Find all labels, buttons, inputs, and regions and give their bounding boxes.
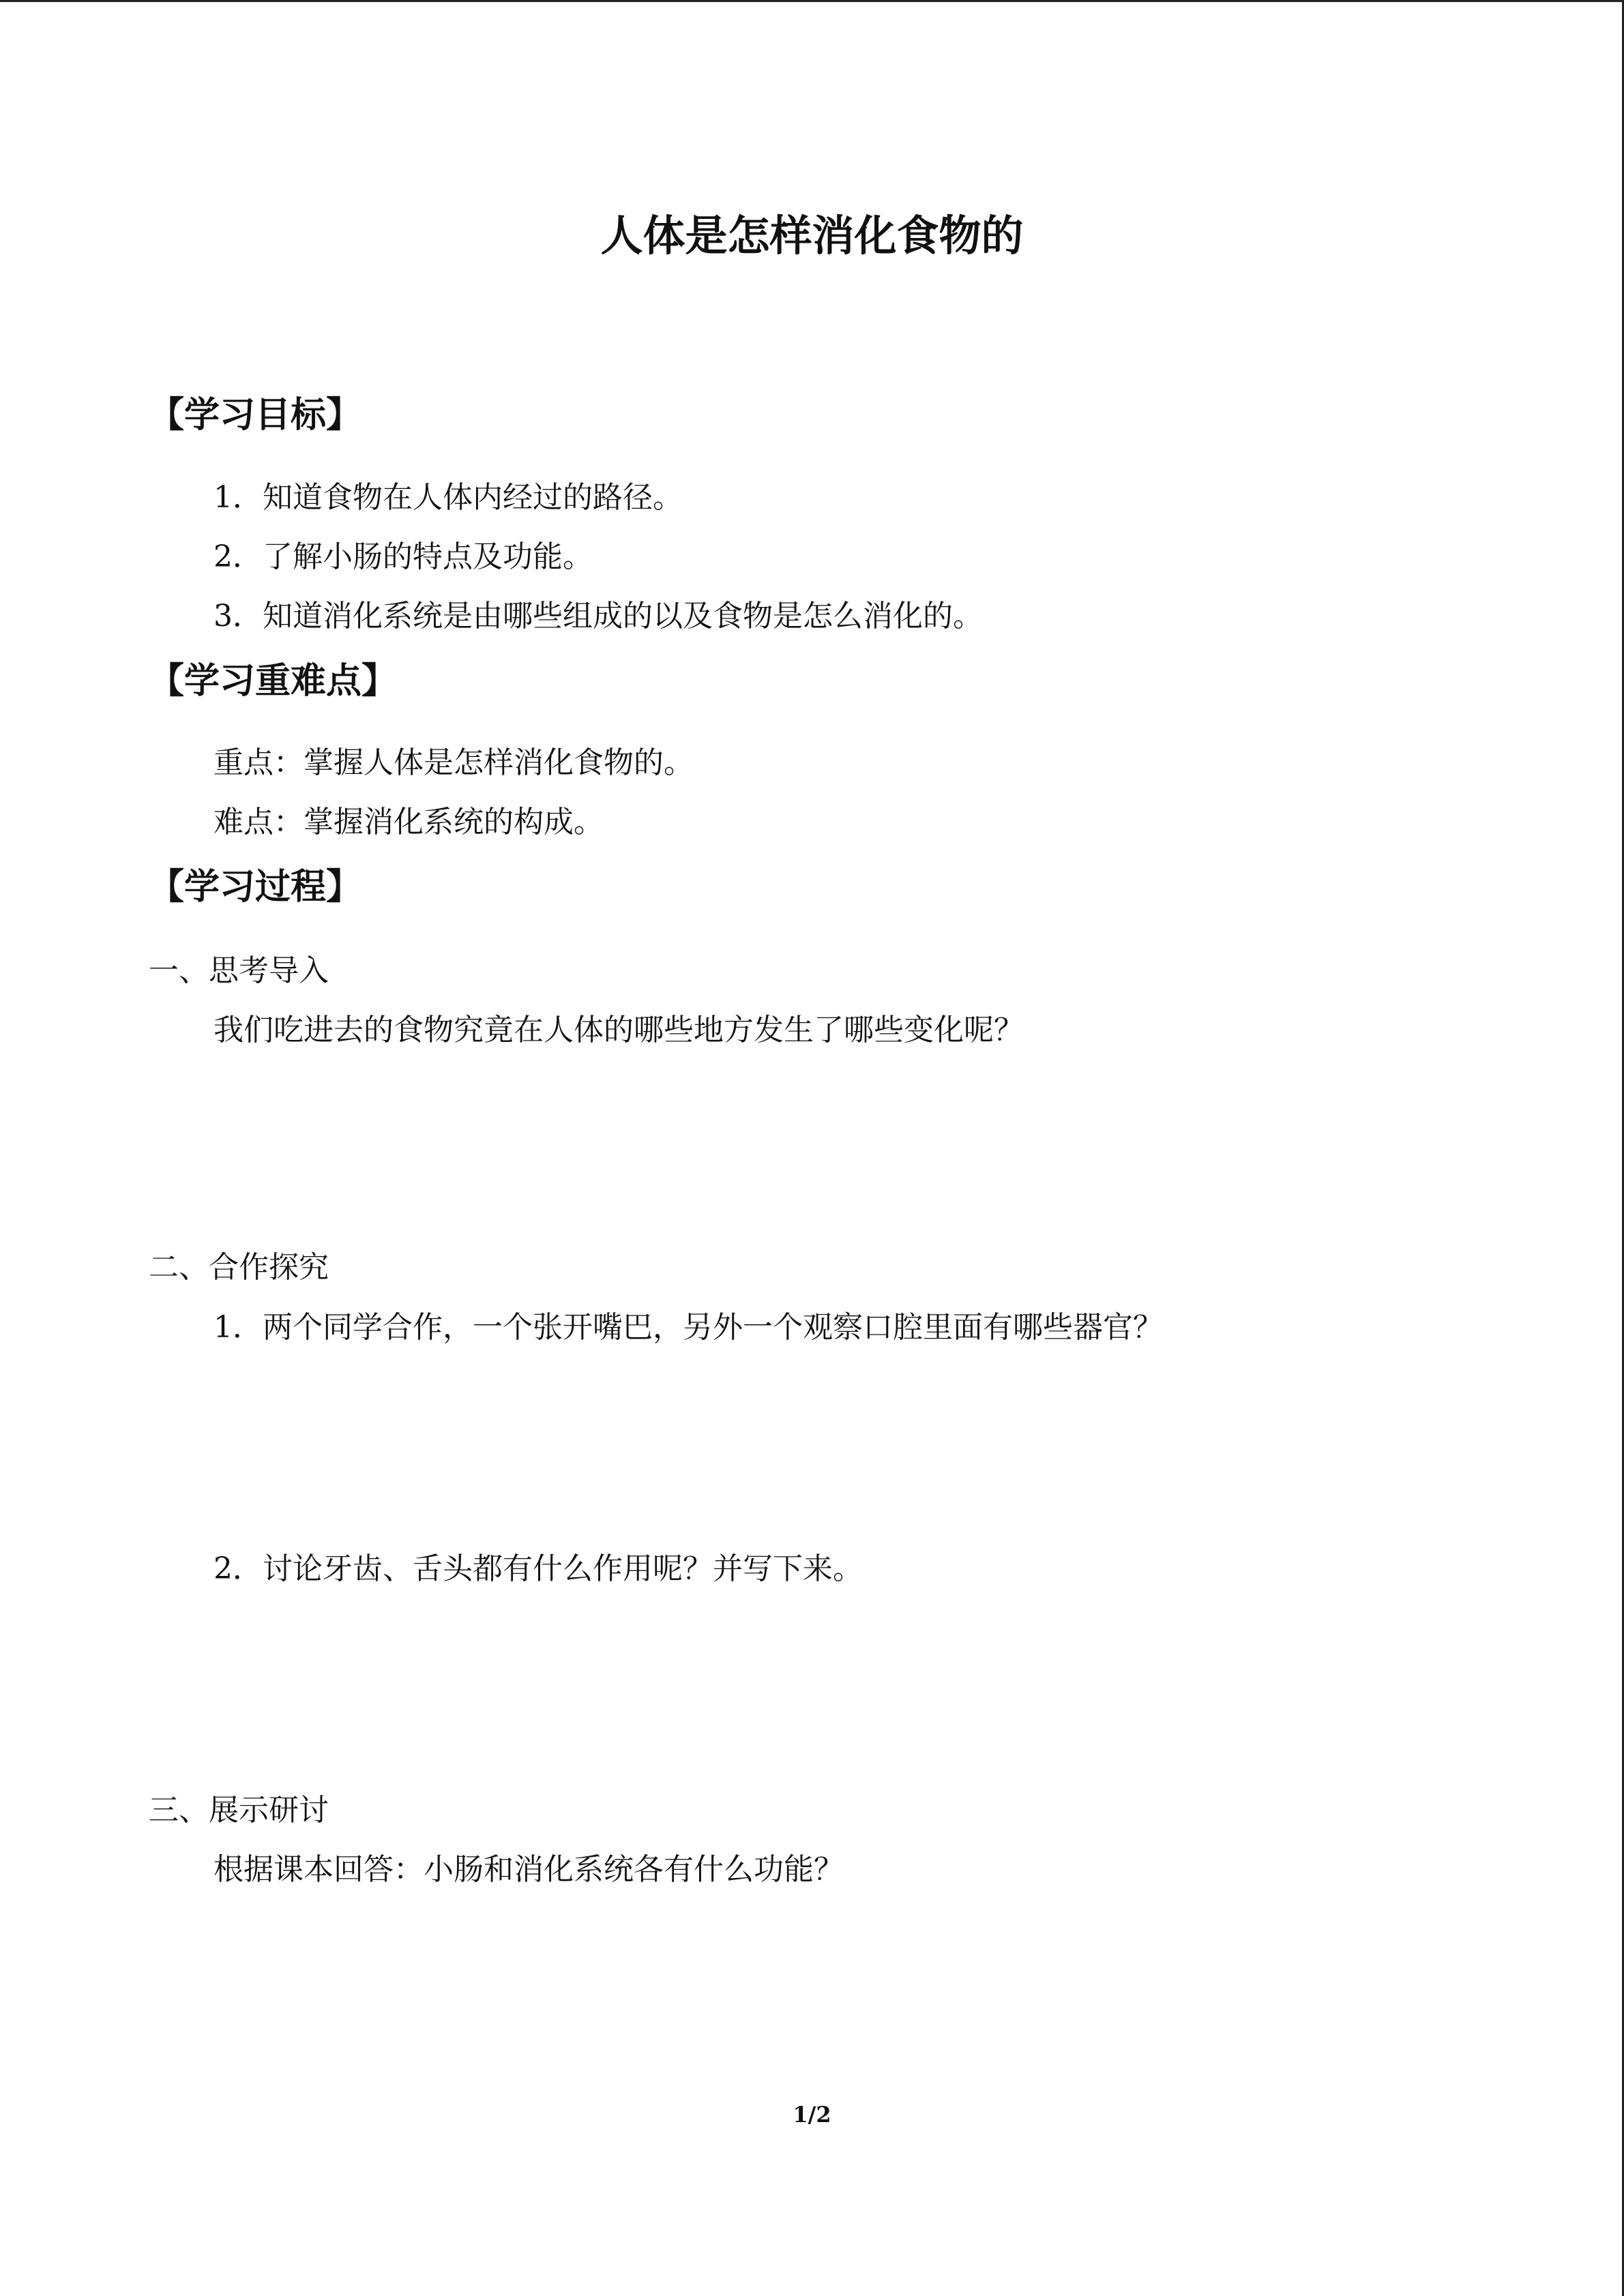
objective-item-1: 1．知道食物在人体内经过的路径。 bbox=[213, 480, 683, 515]
part1-question: 我们吃进去的食物究竟在人体的哪些地方发生了哪些变化呢？ bbox=[213, 1013, 1024, 1047]
part2-item-1: 1．两个同学合作，一个张开嘴巴，另外一个观察口腔里面有哪些器官？ bbox=[213, 1310, 1163, 1345]
objective-item-3: 3．知道消化系统是由哪些组成的以及食物是怎么消化的。 bbox=[213, 599, 983, 633]
part2-item-2: 2．讨论牙齿、舌头都有什么作用呢？并写下来。 bbox=[213, 1551, 863, 1586]
page-number: 1/2 bbox=[793, 2102, 831, 2128]
part3-title: 三、展示研讨 bbox=[149, 1793, 329, 1828]
objective-item-2: 2．了解小肠的特点及功能。 bbox=[213, 539, 593, 574]
part1-title: 一、思考导入 bbox=[149, 953, 329, 988]
heading-key-points: 【学习重难点】 bbox=[149, 661, 398, 702]
heading-learning-objectives: 【学习目标】 bbox=[149, 395, 362, 436]
key-point-focus: 重点：掌握人体是怎样消化食物的。 bbox=[213, 745, 694, 780]
document-title: 人体是怎样消化食物的 bbox=[600, 211, 1024, 260]
heading-learning-process: 【学习过程】 bbox=[149, 867, 362, 908]
part2-title: 二、合作探究 bbox=[149, 1250, 329, 1285]
key-point-difficulty: 难点：掌握消化系统的构成。 bbox=[213, 805, 604, 839]
part3-question: 根据课本回答：小肠和消化系统各有什么功能？ bbox=[213, 1852, 844, 1887]
